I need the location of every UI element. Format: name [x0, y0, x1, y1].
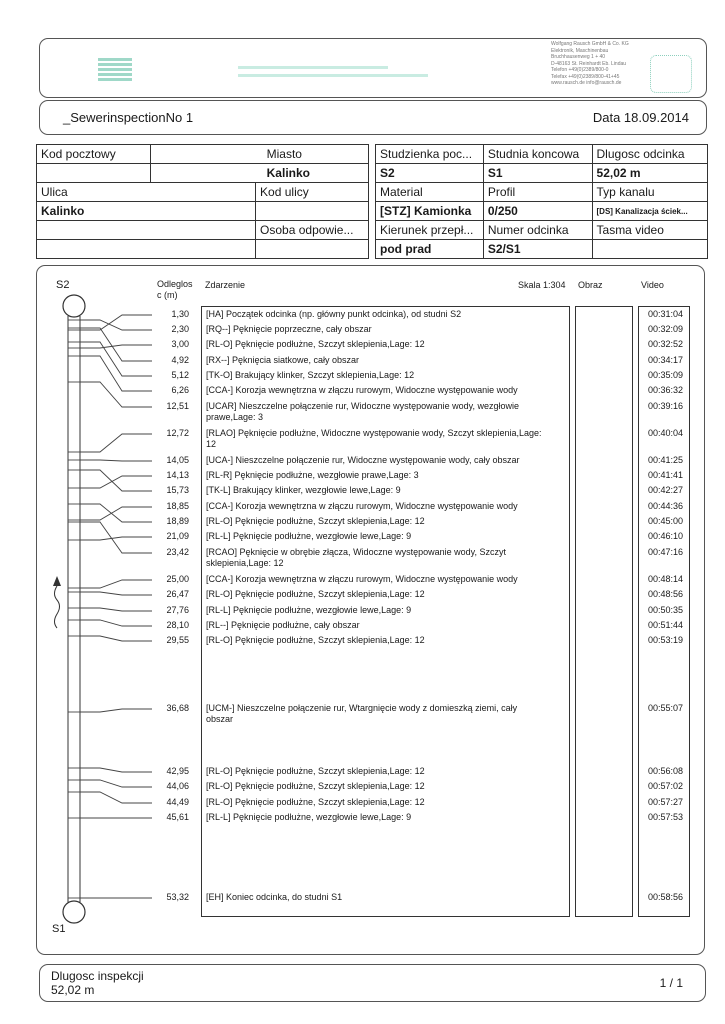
observation-ticks [68, 315, 152, 898]
observation-distance: 5,12 [171, 370, 189, 380]
report-title: _SewerinspectionNo 1 [63, 110, 194, 125]
observation-event: [CCA-] Korozja wewnętrzna w złączu rurowym, Widoczne występowanie wody [206, 574, 518, 584]
observation-tick [80, 709, 152, 712]
observation-event: [RQ--] Pęknięcie poprzeczne, cały obszar [206, 324, 372, 334]
observation-video-time: 00:50:35 [647, 605, 683, 615]
observation-distance: 14,13 [166, 470, 189, 480]
observation-event: [TK-L] Brakujący klinker, wezgłowie lewe,Lage: 9 [206, 485, 401, 495]
observation-video-time: 00:45:00 [647, 516, 683, 526]
observation-distance: 12,51 [166, 401, 189, 411]
observation-event: [RL-L] Pęknięcie podłużne, wezgłowie lewe,Lage: 9 [206, 812, 412, 822]
empty-cell [37, 240, 256, 259]
company-logo [98, 58, 428, 86]
observation-video-time: 00:34:17 [647, 355, 683, 365]
observation-event: [TK-O] Brakujący klinker, Szczyt sklepienia,Lage: 12 [206, 370, 415, 380]
observation-video-time: 00:46:10 [647, 531, 683, 541]
observation-video-time: 00:48:56 [647, 589, 683, 599]
profile-value: 0/250 [483, 202, 592, 221]
street-code-value [256, 202, 369, 221]
inspection-length-label: Dlugosc inspekcji [51, 969, 144, 983]
observation-tick [80, 580, 152, 588]
material-label: Material [376, 183, 484, 202]
observation-tick [80, 592, 152, 595]
image-column-header: Obraz [578, 280, 603, 290]
channel-type-label: Typ kanalu [592, 183, 707, 202]
observation-distance: 1,30 [171, 309, 189, 319]
start-manhole-icon [63, 295, 85, 317]
image-column-frame [575, 306, 633, 917]
observation-event: [CCA-] Korozja wewnętrzna w złączu rurowym, Widoczne występowanie wody [206, 385, 518, 395]
observation-video-time: 00:31:04 [647, 309, 683, 319]
postal-code-value [37, 164, 151, 183]
observation-event: [RL-O] Pęknięcie podłużne, Szczyt sklepienia,Lage: 12 [206, 797, 425, 807]
stamp-logo [650, 55, 692, 93]
observation-distance: 6,26 [171, 385, 189, 395]
observation-video-time: 00:40:04 [647, 428, 683, 438]
observation-distance: 28,10 [166, 620, 189, 630]
start-node-label: S2 [56, 279, 70, 291]
postal-code-label: Kod pocztowy [37, 145, 151, 164]
city-value: Kalinko [150, 164, 368, 183]
company-address-line: www.rausch.de info@rausch.de [551, 80, 622, 86]
observation-tick [80, 608, 152, 611]
end-manhole-icon [63, 901, 85, 923]
observation-event: [RL-O] Pęknięcie podłużne, Szczyt sklepienia,Lage: 12 [206, 589, 425, 599]
observation-distance: 44,49 [166, 797, 189, 807]
section-number-value: S2/S1 [483, 240, 592, 259]
observation-video-time: 00:57:27 [647, 797, 683, 807]
observation-event: [UCAR] Nieszczelne połączenie rur, Widoczne występowanie wody, wezgłowie prawe,Lage: 3 [206, 401, 519, 422]
observation-tick [80, 382, 152, 407]
observation-tick [80, 345, 152, 348]
observation-distance: 14,05 [166, 455, 189, 465]
observation-tick [80, 434, 152, 452]
end-manhole-label: Studnia koncowa [483, 145, 592, 164]
observation-event: [RL-O] Pęknięcie podłużne, Szczyt sklepienia,Lage: 12 [206, 339, 425, 349]
observation-tick [80, 780, 152, 787]
observation-tick [80, 792, 152, 803]
observation-distance: 25,00 [166, 574, 189, 584]
street-label: Ulica [37, 183, 256, 202]
video-column-header: Video [641, 280, 664, 290]
observation-video-time: 00:35:09 [647, 370, 683, 380]
observation-video-time: 00:47:16 [647, 547, 683, 557]
observation-distance: 2,30 [171, 324, 189, 334]
observation-event: [RL-O] Pęknięcie podłużne, Szczyt sklepienia,Lage: 12 [206, 516, 425, 526]
observation-event: [EH] Koniec odcinka, do studni S1 [206, 892, 343, 902]
section-table [375, 144, 708, 259]
observation-event: [RL-R] Pęknięcie podłużne, wezgłowie prawe,Lage: 3 [206, 470, 419, 480]
observation-distance: 23,42 [166, 547, 189, 557]
observation-video-time: 00:53:19 [647, 635, 683, 645]
observation-event: [RL-L] Pęknięcie podłużne, wezgłowie lewe,Lage: 9 [206, 605, 412, 615]
observation-distance: 45,61 [166, 812, 189, 822]
flow-direction-label: Kierunek przepł... [376, 221, 484, 240]
observation-video-time: 00:56:08 [647, 766, 683, 776]
start-manhole-label: Studzienka poc... [376, 145, 484, 164]
observation-distance: 18,85 [166, 501, 189, 511]
company-address [551, 41, 629, 87]
section-number-label: Numer odcinka [483, 221, 592, 240]
inspection-length [51, 969, 144, 997]
observation-video-time: 00:57:02 [647, 781, 683, 791]
company-address-line: Telefon +49(0)2389/800-0 [551, 67, 609, 73]
observation-video-time: 00:41:41 [647, 470, 683, 480]
observation-video-time: 00:32:52 [647, 339, 683, 349]
street-code-label: Kod ulicy [256, 183, 369, 202]
street-value: Kalinko [37, 202, 256, 221]
observation-video-time: 00:32:09 [647, 324, 683, 334]
observation-video-time: 00:58:56 [647, 892, 683, 902]
observation-tick [80, 537, 152, 540]
observation-tick [80, 507, 152, 520]
observation-tick [80, 460, 152, 461]
report-date: Data 18.09.2014 [592, 110, 689, 125]
observation-event: [RCAO] Pęknięcie w obrębie złącza, Widoczne występowanie wody, Szczyt sklepienia,Lage: 12 [206, 547, 506, 568]
end-manhole-value: S1 [483, 164, 592, 183]
observation-event: [RL-O] Pęknięcie podłużne, Szczyt sklepienia,Lage: 12 [206, 766, 425, 776]
observation-distance: 15,73 [166, 485, 189, 495]
flow-arrow-icon [53, 576, 61, 586]
end-node-label: S1 [52, 923, 66, 935]
observation-video-time: 00:41:25 [647, 455, 683, 465]
observation-event: [RL--] Pęknięcie podłużne, cały obszar [206, 620, 360, 630]
empty-cell [37, 221, 256, 240]
observation-distance: 3,00 [171, 339, 189, 349]
channel-type-value: [DS] Kanalizacja ściek... [592, 202, 707, 221]
observation-video-time: 00:42:27 [647, 485, 683, 495]
section-length-value: 52,02 m [592, 164, 707, 183]
flow-direction-icon [55, 586, 60, 628]
observation-video-time: 00:48:14 [647, 574, 683, 584]
observation-distance: 21,09 [166, 531, 189, 541]
observation-distance: 44,06 [166, 781, 189, 791]
company-address-line: Elektronik, Maschinenbau [551, 47, 609, 54]
observation-tick [80, 342, 152, 376]
observation-distance: 26,47 [166, 589, 189, 599]
observation-distance: 18,89 [166, 516, 189, 526]
observation-distance: 4,92 [171, 355, 189, 365]
observation-event: [CCA-] Korozja wewnętrzna w złączu rurowym, Widoczne występowanie wody [206, 501, 518, 511]
responsible-person-label: Osoba odpowie... [256, 221, 369, 240]
company-address-line: Wolfgang Rausch GmbH & Co. KG [551, 41, 629, 47]
observation-tick [80, 476, 152, 488]
start-manhole-value: S2 [376, 164, 484, 183]
company-address-line: Bruchhausenweg 1 + 40 [551, 54, 606, 60]
observation-tick [80, 320, 152, 330]
observation-distance: 12,72 [166, 428, 189, 438]
observation-video-time: 00:51:44 [647, 620, 683, 630]
observation-distance: 29,55 [166, 635, 189, 645]
page-number: 1 / 1 [659, 976, 683, 990]
material-value: [STZ] Kamionka [376, 202, 484, 221]
observation-event: [RL-L] Pęknięcie podłużne, wezgłowie lewe,Lage: 9 [206, 531, 412, 541]
observation-tick [80, 620, 152, 626]
observation-event: [UCM-] Nieszczelne połączenie rur, Wtargnięcie wody z domieszką ziemi, cały obszar [206, 703, 518, 724]
responsible-person-value [256, 240, 369, 259]
observation-distance: 42,95 [166, 766, 189, 776]
video-tape-label: Tasma video [592, 221, 707, 240]
observation-distance: 53,32 [166, 892, 189, 902]
inspection-length-value: 52,02 m [51, 983, 95, 997]
observation-video-time: 00:55:07 [647, 703, 683, 713]
distance-column-header: Odleglos c (m) [157, 279, 193, 300]
observation-event: [RLAO] Pęknięcie podłużne, Widoczne występowanie wody, Szczyt sklepienia,Lage: 12 [206, 428, 542, 449]
flow-direction-value: pod prad [376, 240, 484, 259]
observation-video-time: 00:57:53 [647, 812, 683, 822]
observation-video-time: 00:36:32 [647, 385, 683, 395]
scale-label: Skala 1:304 [518, 280, 566, 290]
observation-tick [80, 768, 152, 772]
observation-video-time: 00:39:16 [647, 401, 683, 411]
observation-event: [UCA-] Nieszczelne połączenie rur, Widoczne występowanie wody, cały obszar [206, 455, 520, 465]
observation-event: [HA] Początek odcinka (np. główny punkt odcinka), od studni S2 [206, 309, 462, 319]
observation-event: [RX--] Pęknięcia siatkowe, cały obszar [206, 355, 360, 365]
city-label: Miasto [150, 145, 368, 164]
section-length-label: Dlugosc odcinka [592, 145, 707, 164]
observation-event: [RL-O] Pęknięcie podłużne, Szczyt sklepienia,Lage: 12 [206, 635, 425, 645]
company-address-line: Telefax +49(0)2389/800-41+45 [551, 73, 620, 80]
location-table [36, 144, 369, 259]
observation-distance: 27,76 [166, 605, 189, 615]
event-column-header: Zdarzenie [205, 280, 246, 290]
profile-label: Profil [483, 183, 592, 202]
observation-distance: 36,68 [166, 703, 189, 713]
observation-event: [RL-O] Pęknięcie podłużne, Szczyt sklepienia,Lage: 12 [206, 781, 425, 791]
company-address-line: D-48163 St. Reinhardt Eb. Lindau [551, 60, 627, 67]
observation-video-time: 00:44:36 [647, 501, 683, 511]
video-tape-value [592, 240, 707, 259]
observation-tick [80, 636, 152, 641]
